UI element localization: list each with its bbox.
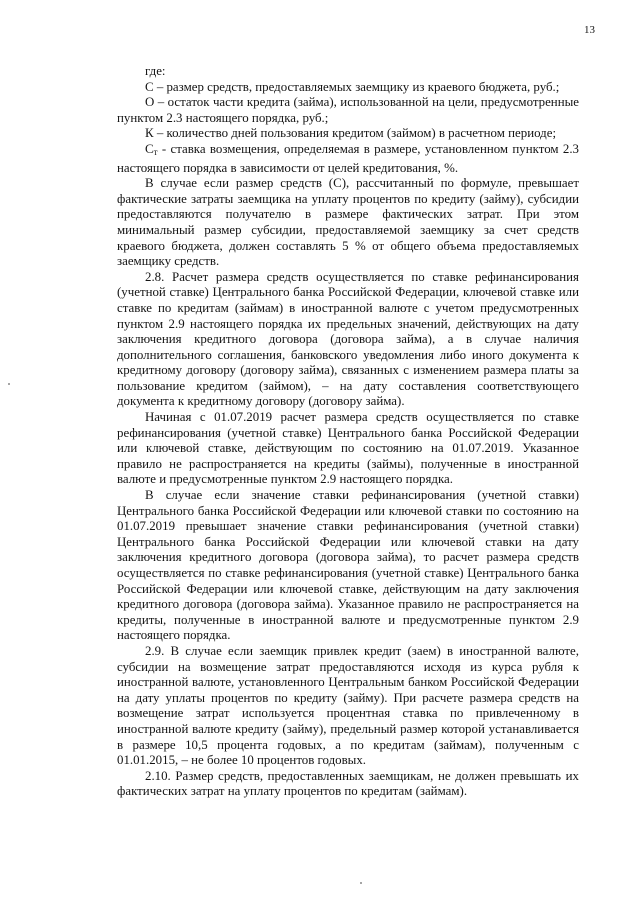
symbol-c: С — [145, 141, 154, 156]
paragraph-where: где: — [145, 64, 166, 78]
definition-o: О – остаток части кредита (займа), использованной на цели, предусмотренные пунктом 2.3 настоящего порядка, руб.; — [117, 95, 579, 125]
page-number: 13 — [584, 24, 595, 36]
paragraph-excess: В случае если размер средств (С), рассчитанный по формуле, превышает фактические затраты заемщика на уплату процентов по кредиту (займу), субсидии предоставляются получателю в размере фактических затрат. При этом минимальный размер субсидии, предоставляемой заемщику за счет средств краевого бюджета, должен составлять 5 % от общего объема предоставляемых заемщику средств. — [117, 176, 579, 269]
scan-speck — [8, 383, 10, 385]
definition-k: К – количество дней пользования кредитом (займом) в расчетном периоде; — [145, 126, 557, 141]
paragraph-2-8: 2.8. Расчет размера средств осуществляется по ставке рефинансирования (учетной ставке) Центрального банка Российской Федерации, ключевой ставке или ставке по кредитам (займам) в иностранной валюте с учетом предусмотренных пунктом 2.9 настоящего порядка их предельных значений, действующих на дату заключения кредитного договора (договора займа), а в случае наличия дополнительного соглашения, банковского уведомления либо иного документа к кредитному договору (договору займа), связанных с изменением размера платы за пользование кредитом (займом), – на дату составления соответствующего документа к кредитному договору (договору займа). — [117, 269, 579, 409]
definition-ct — [117, 142, 579, 176]
paragraph-2-9: 2.9. В случае если заемщик привлек кредит (заем) в иностранной валюте, субсидии на возмещение затрат предоставляются исходя из курса рубля к иностранной валюте, установленного Центральным банком Российской Федерации на дату уплаты процентов по кредиту (займу). При расчете размера средств на возмещение затрат используется процентная ставка по привлеченному в иностранной валюте кредиту (займу), предельный размер которой устанавливается в размере 10,5 процента годовых, а по кредитам (займам), полученным с 01.01.2015, – не более 10 процентов годовых. — [117, 643, 579, 768]
document-body — [117, 64, 579, 800]
paragraph-2019: Начиная с 01.07.2019 расчет размера средств осуществляется по ставке рефинансирования (учетной ставке) Центрального банка Российской Федерации или ключевой ставке, действующим по состоянию на 01.07.2019. Указанное правило не распространяется на кредиты (займы), полученные в иностранной валюте и предусмотренные пунктом 2.9 настоящего порядка. — [117, 410, 579, 487]
scan-speck — [360, 882, 362, 884]
paragraph-exceed-rate: В случае если значение ставки рефинансирования (учетной ставки) Центрального банка Российской Федерации или ключевой ставки по состоянию на 01.07.2019 превышает значение ставки рефинансирования (учетной ставки) Центрального банка Российской Федерации или ключевой ставки на дату заключения кредитного договора (договора займа), то расчет размера средств осуществляется по ставке рефинансирования (учетной ставке) Центрального банка Российской Федерации или ключевой ставке, действующим на дату заключения кредитного договора (договора займа). Указанное правило не распространяется на кредиты, полученные в иностранной валюте и предусмотренные пунктом 2.9 настоящего порядка. — [117, 488, 579, 643]
symbol-subscript-t: т — [153, 146, 158, 157]
definition-c: С – размер средств, предоставляемых заемщику из краевого бюджета, руб.; — [145, 79, 560, 94]
paragraph-2-10: 2.10. Размер средств, предоставленных заемщикам, не должен превышать их фактических затрат на уплату процентов по кредитам (займам). — [117, 768, 579, 799]
definition-ct-text: - ставка возмещения, определяемая в размере, установленном пунктом 2.3 настоящего порядка в зависимости от целей кредитования, %. — [117, 141, 579, 175]
